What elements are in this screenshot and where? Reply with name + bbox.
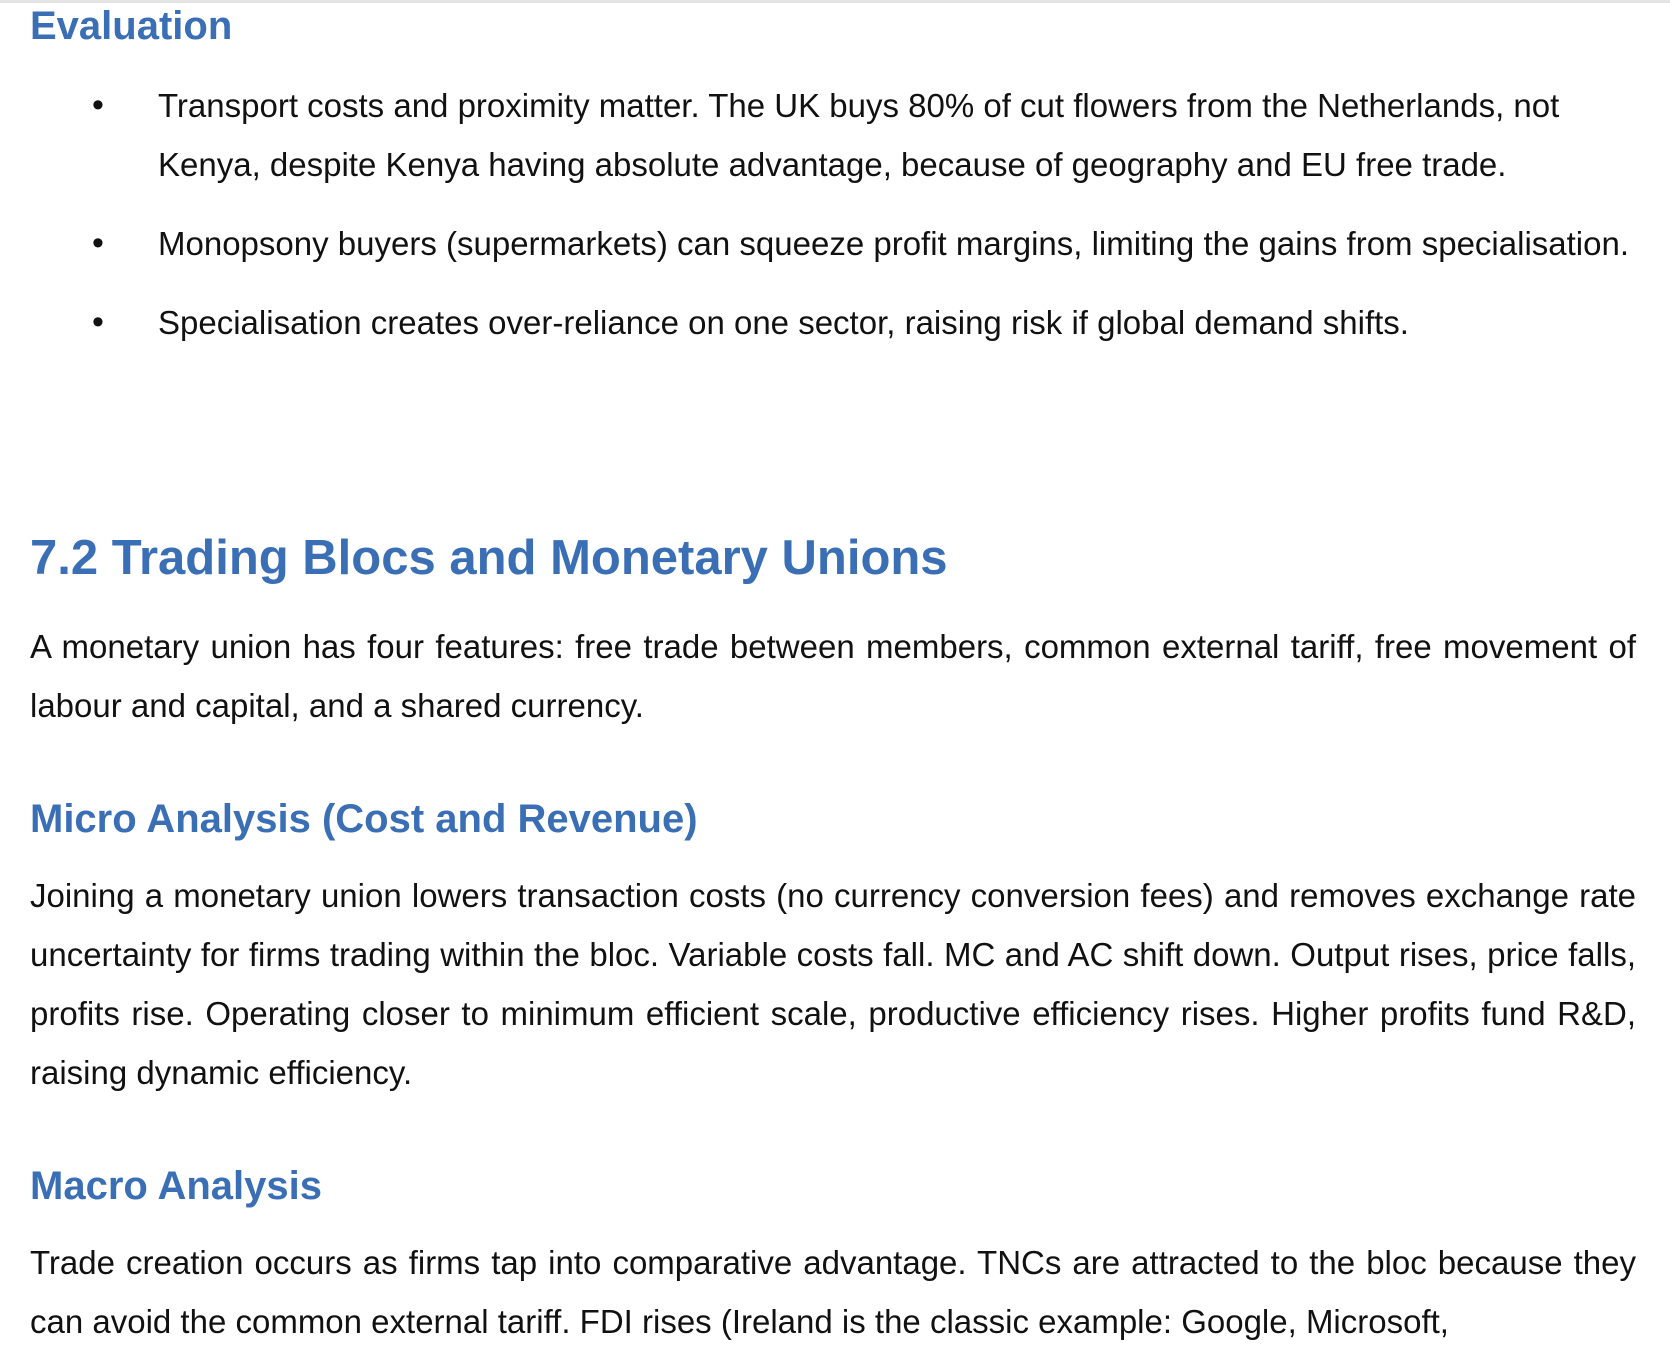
page-top-border [0,0,1670,3]
macro-analysis-heading: Macro Analysis [30,1164,322,1208]
monetary-union-paragraph: A monetary union has four features: free trade between members, common external tariff, free movement of labour and capital, and a shared currency. [30,628,1636,724]
micro-analysis-heading: Micro Analysis (Cost and Revenue) [30,797,698,841]
bullet-icon: • [92,224,104,262]
evaluation-bullet-list [30,76,1636,372]
trading-blocs-heading: 7.2 Trading Blocs and Monetary Unions [30,531,948,585]
bullet-text: Specialisation creates over-reliance on one sector, raising risk if global demand shifts. [158,304,1409,341]
micro-analysis-paragraph: Joining a monetary union lowers transaction costs (no currency conversion fees) and removes exchange rate uncertainty for firms trading within the bloc. Variable costs fall. MC and AC shift down. Output rises, price falls, profits rise. Operating closer to minimum efficient scale, productive efficiency rises. Higher profits fund R&D, raising dynamic efficiency. [30,877,1636,1091]
list-item [30,214,1636,273]
bullet-text: Transport costs and proximity matter. The UK buys 80% of cut flowers from the Netherlands, not Kenya, despite Kenya having absolute advantage, because of geography and EU free trade. [158,87,1560,183]
macro-analysis-paragraph: Trade creation occurs as firms tap into comparative advantage. TNCs are attracted to the bloc because they can avoid the common external tariff. FDI rises (Ireland is the classic example: Google, Microsoft, [30,1244,1636,1340]
bullet-icon: • [92,303,104,341]
bullet-text: Monopsony buyers (supermarkets) can squeeze profit margins, limiting the gains from specialisation. [158,225,1629,262]
evaluation-heading: Evaluation [30,4,233,48]
list-item [30,76,1636,194]
bullet-icon: • [92,86,104,124]
list-item [30,293,1636,352]
